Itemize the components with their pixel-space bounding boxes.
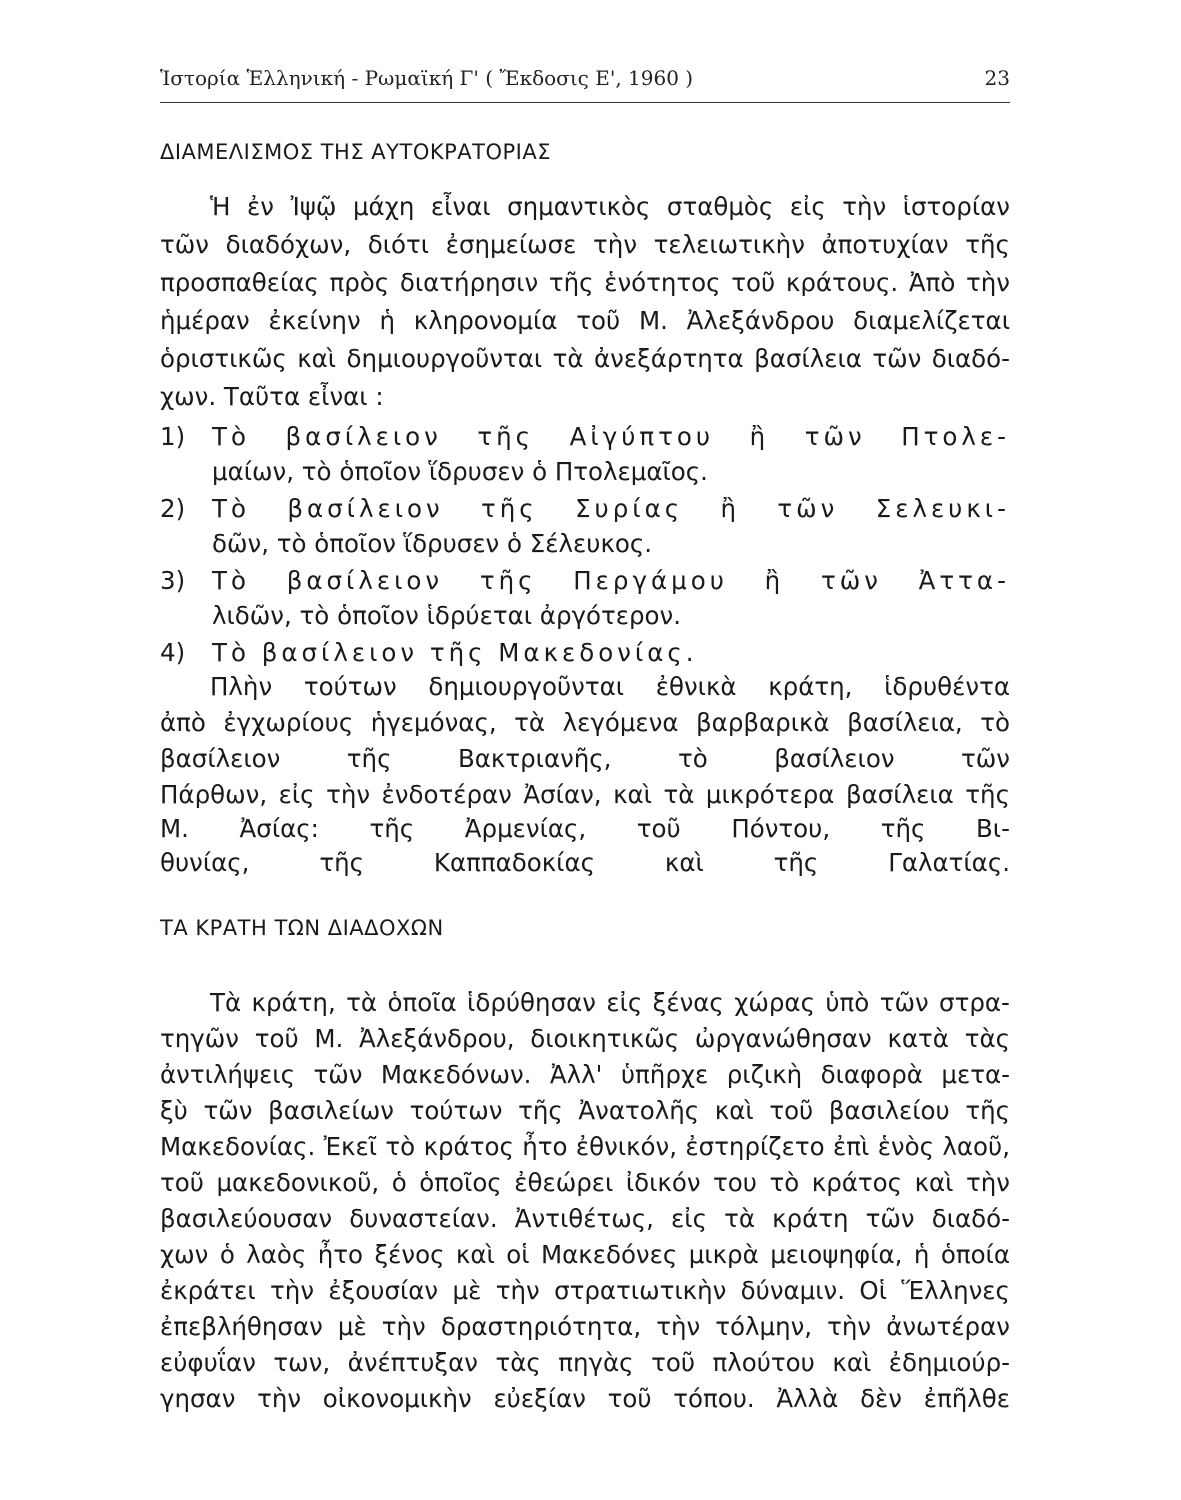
header-title: Ἱστορία Ἑλληνική - Ρωμαϊκή Γ' ( Ἔκδοσις Ε', 1960 ) [160, 66, 694, 90]
text-line: Πάρθων, εἰς τὴν ἐνδοτέραν Ἀσίαν, καὶ τὰ μικρότερα βασίλεια τῆς [160, 780, 1010, 809]
list-item: Τὸ βασίλειον τῆς Περγάμου ἢ τῶν Ἀττα- [212, 566, 1010, 595]
text-line: ἀντιλήψεις τῶν Μακεδόνων. Ἀλλ' ὑπῆρχε ριζικὴ διαφορὰ μετα- [160, 1060, 1010, 1089]
text-line: ἡμέραν ἐκείνην ἡ κληρονομία τοῦ Μ. Ἀλεξάνδρου διαμελίζεται [160, 306, 1010, 335]
text-line: Ἡ ἐν Ἰψῷ μάχη εἶναι σημαντικὸς σταθμὸς εἰς τὴν ἱστορίαν [210, 192, 1010, 221]
text-line: ὁριστικῶς καὶ δημιουργοῦνται τὰ ἀνεξάρτητα βασίλεια τῶν διαδό- [160, 344, 1010, 373]
text-line: ἀπὸ ἐγχωρίους ἡγεμόνας, τὰ λεγόμενα βαρβαρικὰ βασίλεια, τὸ [160, 708, 1010, 737]
list-item-cont: λιδῶν, τὸ ὁποῖον ἱδρύεται ἀργότερον. [212, 601, 681, 630]
text-line: ἐκράτει τὴν ἐξουσίαν μὲ τὴν στρατιωτικὴν δύναμιν. Οἱ Ἕλληνες [160, 1276, 1010, 1305]
page-number: 23 [984, 66, 1010, 90]
list-item: Τὸ βασίλειον τῆς Μακεδονίας. [212, 638, 698, 667]
text-line: θυνίας, τῆς Καππαδοκίας καὶ τῆς Γαλατίας. [160, 848, 1010, 877]
text-line: τῶν διαδόχων, διότι ἐσημείωσε τὴν τελειωτικὴν ἀποτυχίαν τῆς [160, 230, 1010, 259]
text-line: Πλὴν τούτων δημιουργοῦνται ἐθνικὰ κράτη, ἱδρυθέντα [210, 672, 1010, 701]
running-header [160, 66, 1010, 100]
section-heading: ΤΑ ΚΡΑΤΗ ΤΩΝ ΔΙΑΔΟΧΩΝ [160, 916, 444, 940]
text-line: Τὰ κράτη, τὰ ὁποῖα ἱδρύθησαν εἰς ξένας χώρας ὑπὸ τῶν στρα- [210, 988, 1010, 1017]
text-line: τοῦ μακεδονικοῦ, ὁ ὁποῖος ἐθεώρει ἰδικόν του τὸ κράτος καὶ τὴν [160, 1168, 1010, 1197]
text-line: εὐφυΐαν των, ἀνέπτυξαν τὰς πηγὰς τοῦ πλούτου καὶ ἐδημιούρ- [160, 1348, 1010, 1377]
list-item-cont: δῶν, τὸ ὁποῖον ἵδρυσεν ὁ Σέλευκος. [212, 529, 653, 558]
text-line: προσπαθείας πρὸς διατήρησιν τῆς ἑνότητος τοῦ κράτους. Ἀπὸ τὴν [160, 268, 1010, 297]
text-line: τηγῶν τοῦ Μ. Ἀλεξάνδρου, διοικητικῶς ὠργανώθησαν κατὰ τὰς [160, 1024, 1010, 1053]
list-number: 2) [160, 494, 186, 523]
section-heading: ΔΙΑΜΕΛΙΣΜΟΣ ΤΗΣ ΑΥΤΟΚΡΑΤΟΡΙΑΣ [160, 140, 551, 164]
text-line: χων ὁ λαὸς ἦτο ξένος καὶ οἱ Μακεδόνες μικρὰ μειοψηφία, ἡ ὁποία [160, 1240, 1010, 1269]
text-line: Μακεδονίας. Ἐκεῖ τὸ κράτος ἦτο ἐθνικόν, ἐστηρίζετο ἐπὶ ἑνὸς λαοῦ, [160, 1132, 1010, 1161]
text-line: Μ. Ἀσίας: τῆς Ἀρμενίας, τοῦ Πόντου, τῆς Βι- [160, 814, 1010, 843]
text-line: βασιλεύουσαν δυναστείαν. Ἀντιθέτως, εἰς τὰ κράτη τῶν διαδό- [160, 1204, 1010, 1233]
list-item: Τὸ βασίλειον τῆς Συρίας ἢ τῶν Σελευκι- [212, 494, 1010, 523]
text-line: ξὺ τῶν βασιλείων τούτων τῆς Ἀνατολῆς καὶ τοῦ βασιλείου τῆς [160, 1096, 1010, 1125]
text-line: ἐπεβλήθησαν μὲ τὴν δραστηριότητα, τὴν τόλμην, τὴν ἀνωτέραν [160, 1312, 1010, 1341]
text-line: χων. Ταῦτα εἶναι : [160, 382, 384, 411]
header-rule [160, 102, 1010, 103]
text-line: γησαν τὴν οἰκονομικὴν εὐεξίαν τοῦ τόπου. Ἀλλὰ δὲν ἐπῆλθε [160, 1384, 1010, 1413]
list-number: 3) [160, 566, 186, 595]
text-line: βασίλειον τῆς Βακτριανῆς, τὸ βασίλειον τῶν [160, 744, 1010, 773]
list-number: 4) [160, 638, 186, 667]
list-item: Τὸ βασίλειον τῆς Αἰγύπτου ἢ τῶν Πτολε- [212, 422, 1010, 451]
list-item-cont: μαίων, τὸ ὁποῖον ἵδρυσεν ὁ Πτολεμαῖος. [212, 457, 708, 486]
list-number: 1) [160, 422, 186, 451]
